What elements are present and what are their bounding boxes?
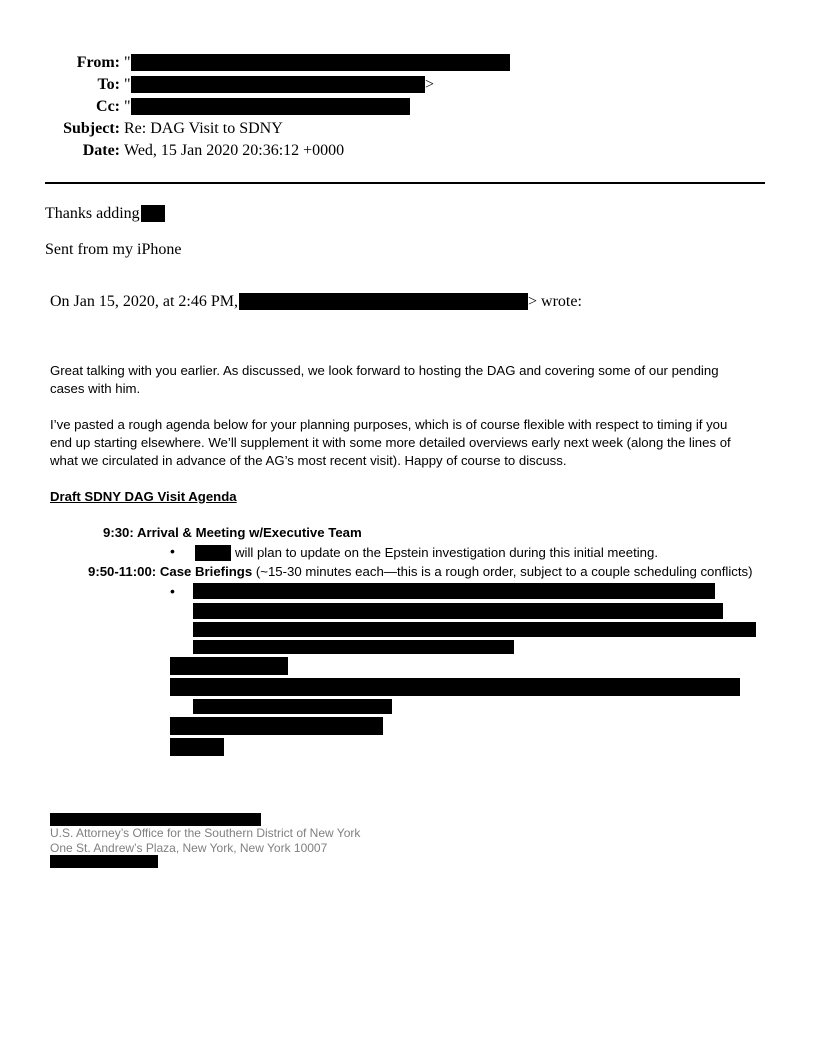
quoted-paragraph-2 — [50, 416, 780, 470]
agenda-item-1-bullet: • — [170, 543, 175, 559]
redaction-case-7 — [193, 699, 392, 714]
to-label: To: — [97, 76, 120, 93]
redaction-case-9 — [170, 738, 224, 756]
redaction-case-5 — [170, 657, 288, 675]
reply-line-1: Thanks adding — [45, 205, 140, 222]
redaction-signature-name — [50, 813, 261, 826]
redaction-case-4 — [193, 640, 514, 654]
date-value: Wed, 15 Jan 2020 20:36:12 +0000 — [124, 142, 345, 159]
signature-office: U.S. Attorney’s Office for the Southern District of New York — [50, 826, 361, 840]
agenda-item-1-text: will plan to update on the Epstein investigation during this initial meeting. — [235, 545, 658, 560]
from-label: From: — [76, 54, 120, 71]
redaction-to — [131, 76, 425, 93]
redaction-case-2 — [193, 603, 723, 619]
agenda-title: Draft SDNY DAG Visit Agenda — [50, 489, 237, 504]
quoted-intro-suffix: > wrote: — [528, 293, 582, 310]
date-label: Date: — [82, 142, 120, 159]
para1-line2: cases with him. — [50, 381, 141, 396]
redaction-reply-name — [141, 205, 165, 222]
agenda-item-1-time: 9:30: Arrival & Meeting w/Executive Team — [103, 525, 362, 540]
redaction-signature-phone — [50, 855, 158, 868]
para2-line2: end up starting elsewhere. We’ll supplement it with some more detailed overviews early next week (along the lines of — [50, 435, 731, 450]
agenda-item-2-bullet: • — [170, 583, 175, 599]
quoted-paragraph-1 — [50, 362, 770, 398]
subject-label: Subject: — [63, 120, 120, 137]
agenda-item-2 — [88, 563, 753, 581]
para2-line1: I’ve pasted a rough agenda below for your planning purposes, which is of course flexible with respect to timing if you — [50, 417, 728, 432]
agenda-item-2-time: 9:50-11:00: Case Briefings — [88, 564, 253, 579]
redaction-case-1 — [193, 583, 715, 599]
redaction-cc — [131, 98, 410, 115]
subject-value: Re: DAG Visit to SDNY — [124, 120, 283, 137]
signature-address: One St. Andrew’s Plaza, New York, New York 10007 — [50, 841, 328, 855]
redaction-presenter — [195, 545, 231, 561]
from-value: " — [124, 54, 131, 71]
quoted-intro-prefix: On Jan 15, 2020, at 2:46 PM, — [50, 293, 238, 310]
header-divider — [45, 182, 765, 184]
cc-label: Cc: — [96, 98, 120, 115]
redaction-from — [131, 54, 510, 71]
reply-line-2: Sent from my iPhone — [45, 241, 182, 258]
redaction-case-3 — [193, 622, 756, 637]
to-value: " — [124, 76, 131, 93]
redaction-case-6 — [170, 678, 740, 696]
para2-line3: what we circulated in advance of the AG’s most recent visit). Happy of course to discuss. — [50, 453, 567, 468]
to-value-suffix: > — [425, 76, 435, 93]
para1-line1: Great talking with you earlier. As discussed, we look forward to hosting the DAG and covering some of our pending — [50, 363, 719, 378]
redaction-quoted-sender — [239, 293, 528, 310]
cc-value: " — [124, 98, 131, 115]
redaction-case-8 — [170, 717, 383, 735]
agenda-item-2-note: (~15-30 minutes each—this is a rough order, subject to a couple scheduling conflicts) — [255, 564, 753, 579]
